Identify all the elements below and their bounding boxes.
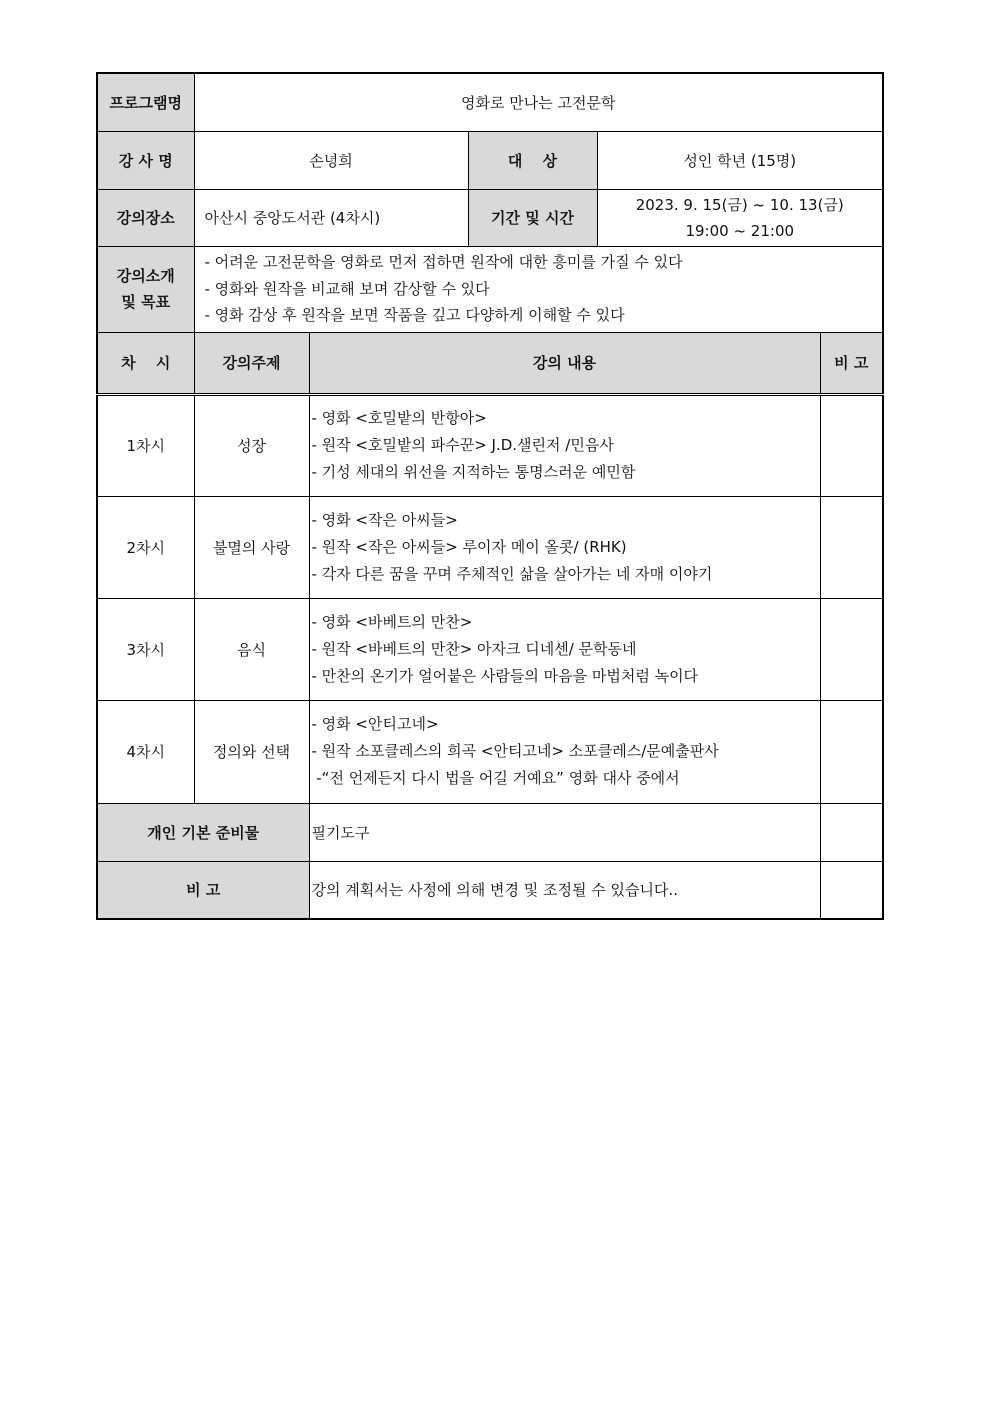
content-line: - 원작 <바베트의 만찬> 아자크 디네센/ 문학동네 [311,639,637,658]
topic-cell: 정의와 선택 [194,700,309,803]
session-cell: 2차시 [97,496,194,598]
lecture-plan [96,72,882,920]
table-row [97,394,883,496]
program-row [97,73,883,131]
supplies-label: 개인 기본 준비물 [97,803,309,861]
session-cell: 3차시 [97,598,194,700]
content-cell [309,700,820,803]
content-line: - 영화 <호밀밭의 반항아> [311,409,487,427]
remarks-label: 비 고 [97,861,309,919]
intro-label-line2: 및 목표 [121,293,171,311]
supplies-row [97,803,883,861]
program-value: 영화로 만나는 고전문학 [194,73,883,131]
intro-content [194,246,883,332]
period-dates: 2023. 9. 15(금) ~ 10. 13(금) [635,195,844,214]
content-line: -“전 언제든지 다시 법을 어길 거예요” 영화 대사 중에서 [311,769,680,787]
intro-line: - 어려운 고전문학을 영화로 먼저 접하면 원작에 대한 흥미를 가질 수 있다 [204,253,683,272]
note-cell [820,700,883,803]
note-cell [820,803,883,861]
content-line: - 각자 다른 꿈을 꾸며 주체적인 삶을 살아가는 네 자매 이야기 [311,564,713,583]
remarks-row [97,861,883,919]
note-cell [820,496,883,598]
instructor-value: 손녕희 [194,131,468,189]
note-cell [820,598,883,700]
instructor-row [97,131,883,189]
period-value [597,189,883,246]
content-line: - 기성 세대의 위선을 지적하는 통명스러운 예민함 [311,463,636,481]
remarks-value: 강의 계획서는 사정에 의해 변경 및 조정될 수 있습니다.. [309,861,820,919]
content-line: - 원작 <작은 아씨들> 루이자 메이 올콧/ (RHK) [311,537,627,556]
topic-header: 강의주제 [194,332,309,394]
intro-line: - 영화와 원작을 비교해 보며 감상할 수 있다 [204,279,490,298]
intro-line: - 영화 감상 후 원작을 보면 작품을 깊고 다양하게 이해할 수 있다 [204,306,625,325]
intro-label [97,246,194,332]
session-cell: 1차시 [97,394,194,496]
venue-row [97,189,883,246]
period-time: 19:00 ~ 21:00 [685,221,795,240]
table-row [97,700,883,803]
intro-row [97,246,883,332]
content-cell [309,598,820,700]
table-row [97,496,883,598]
content-header: 강의 내용 [309,332,820,394]
venue-label: 강의장소 [97,189,194,246]
note-header: 비 고 [820,332,883,394]
schedule-header-row [97,332,883,394]
audience-value: 성인 학년 (15명) [597,131,883,189]
table-row [97,598,883,700]
intro-label-line1: 강의소개 [116,267,175,285]
topic-cell: 불멸의 사랑 [194,496,309,598]
venue-value: 아산시 중앙도서관 (4차시) [194,189,468,246]
session-header: 차 시 [97,332,194,394]
lecture-plan-table [96,72,884,920]
period-label: 기간 및 시간 [468,189,597,246]
note-cell [820,861,883,919]
content-line: - 영화 <바베트의 만찬> [311,612,473,631]
program-label: 프로그램명 [97,73,194,131]
content-line: - 영화 <안티고네> [311,715,439,733]
topic-cell: 성장 [194,394,309,496]
instructor-label: 강 사 명 [97,131,194,189]
supplies-value: 필기도구 [309,803,820,861]
content-cell [309,394,820,496]
session-cell: 4차시 [97,700,194,803]
topic-cell: 음식 [194,598,309,700]
content-line: - 원작 <호밀밭의 파수꾼> J.D.샐린저 /민음사 [311,436,614,454]
content-line: - 만찬의 온기가 얼어붙은 사람들의 마음을 마법처럼 녹이다 [311,666,699,685]
content-line: - 영화 <작은 아씨들> [311,510,458,529]
note-cell [820,394,883,496]
content-line: - 원작 소포클레스의 희곡 <안티고네> 소포클레스/문예출판사 [311,742,719,760]
content-cell [309,496,820,598]
audience-label: 대 상 [468,131,597,189]
